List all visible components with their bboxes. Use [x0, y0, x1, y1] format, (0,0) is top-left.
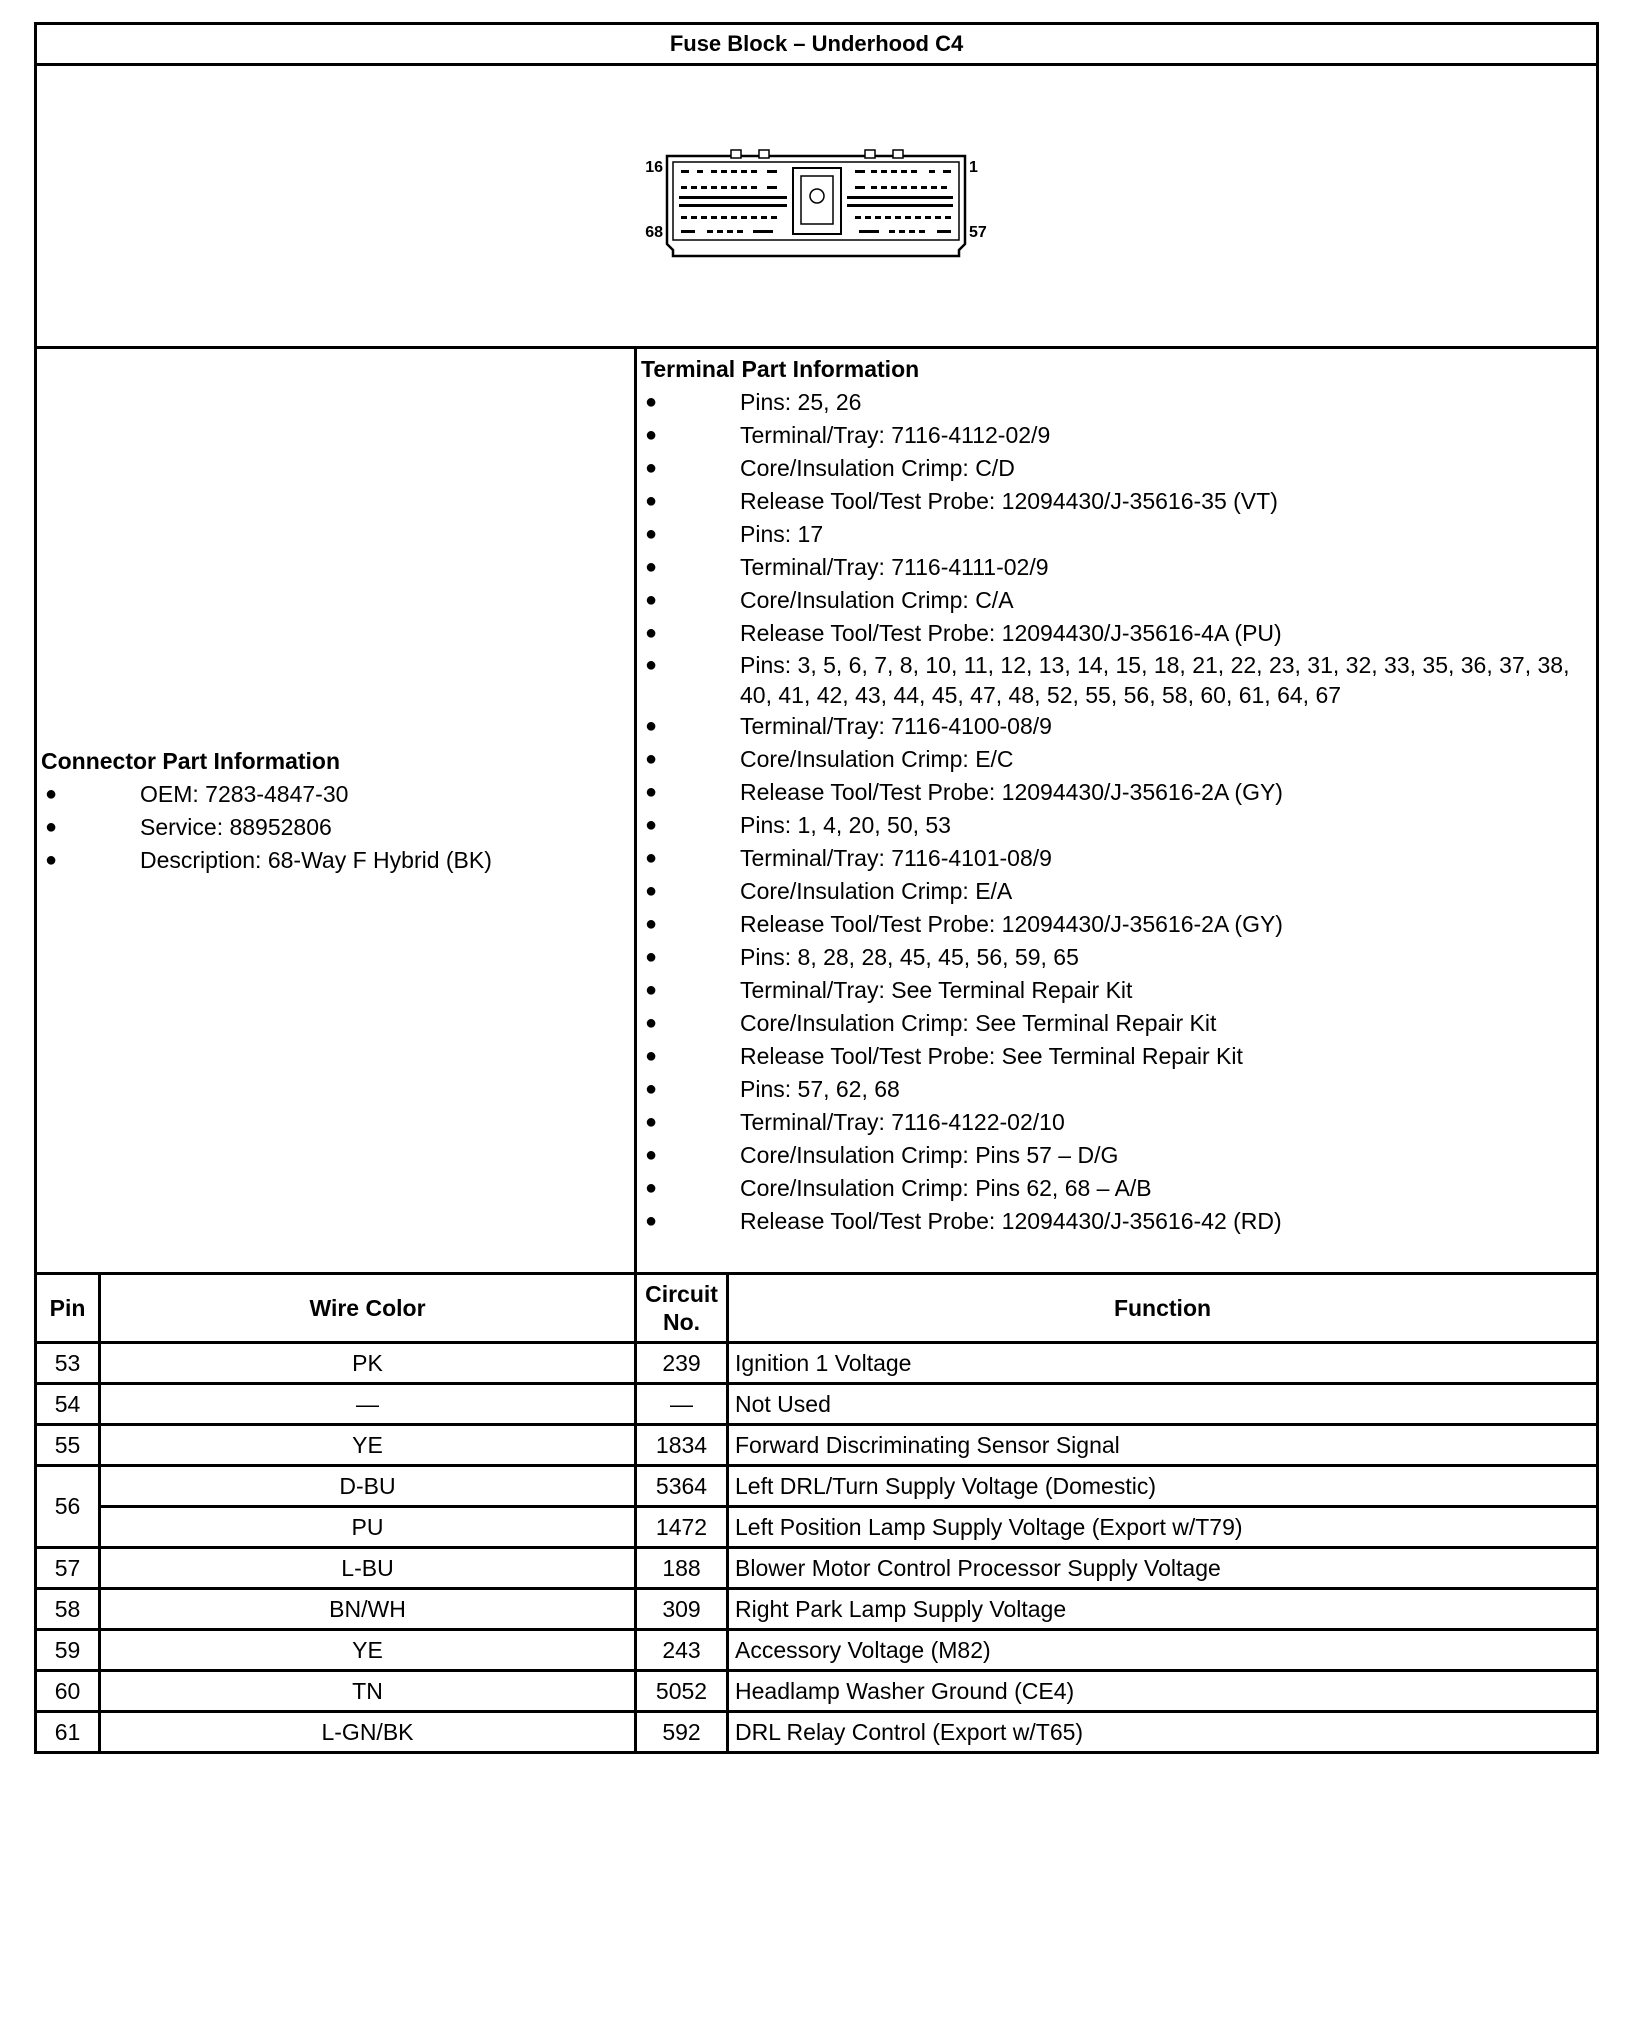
- table-row: 61 L-GN/BK 592 DRL Relay Control (Export w/T65): [36, 1712, 1598, 1753]
- list-item: ● Pins: 3, 5, 6, 7, 8, 10, 11, 12, 13, 14, 15, 18, 21, 22, 23, 31, 32, 33, 35, 36, 37, 38, 40, 41, 42, 43, 44, 45, 47, 48, 52, 55, 56, 58, 60, 61, 64, 67: [644, 652, 1570, 708]
- list-item: ● Terminal/Tray: 7116-4100-08/9: [644, 713, 1052, 739]
- terminal-group: [641, 650, 1596, 809]
- table-row: 58 BN/WH 309 Right Park Lamp Supply Voltage: [36, 1589, 1598, 1630]
- table-row: 57 L-BU 188 Blower Motor Control Processor Supply Voltage: [36, 1548, 1598, 1589]
- connector-info-heading: Connector Part Information: [41, 747, 341, 774]
- pin-label-16: 16: [644, 158, 663, 176]
- list-item: ● Service: 88952806: [44, 813, 332, 840]
- header-circuit: Circuit No.: [636, 1274, 728, 1343]
- terminal-group: [641, 809, 1596, 941]
- table-row: PU 1472 Left Position Lamp Supply Voltage (Export w/T79): [36, 1507, 1598, 1548]
- list-item: ● Core/Insulation Crimp: Pins 62, 68 – A/B: [644, 1175, 1152, 1201]
- terminal-group: [641, 1073, 1596, 1238]
- list-item: ● Terminal/Tray: 7116-4101-08/9: [644, 845, 1052, 871]
- terminal-group: [641, 386, 1596, 518]
- table-row: 56 D-BU 5364 Left DRL/Turn Supply Voltage (Domestic): [36, 1466, 1598, 1507]
- list-item: ● Terminal/Tray: 7116-4112-02/9: [644, 422, 1051, 448]
- pin-label-57: 57: [968, 223, 987, 241]
- page-title: Fuse Block – Underhood C4: [36, 24, 1598, 65]
- header-wire-color: Wire Color: [100, 1274, 636, 1343]
- list-item: ● Terminal/Tray: 7116-4111-02/9: [644, 554, 1049, 580]
- list-item: ● Pins: 25, 26: [644, 389, 862, 415]
- connector-diagram: [36, 65, 1598, 348]
- list-item: ● Core/Insulation Crimp: C/D: [644, 455, 1015, 481]
- list-item: ● OEM: 7283-4847-30: [44, 780, 349, 807]
- list-item: ● Core/Insulation Crimp: Pins 57 – D/G: [644, 1142, 1119, 1168]
- list-item: ● Core/Insulation Crimp: E/A: [644, 878, 1013, 904]
- table-row: 53 PK 239 Ignition 1 Voltage: [36, 1343, 1598, 1384]
- list-item: ● Release Tool/Test Probe: 12094430/J-35616-4A (PU): [644, 620, 1282, 646]
- list-item: ● Release Tool/Test Probe: 12094430/J-35616-2A (GY): [644, 911, 1283, 937]
- header-pin: Pin: [36, 1274, 100, 1343]
- list-item: ● Core/Insulation Crimp: C/A: [644, 587, 1014, 613]
- terminal-part-info: [636, 348, 1598, 1274]
- list-item: ● Core/Insulation Crimp: E/C: [644, 746, 1014, 772]
- terminal-info-heading: Terminal Part Information: [641, 356, 920, 382]
- connector-part-info: [36, 348, 636, 1274]
- list-item: ● Release Tool/Test Probe: See Terminal Repair Kit: [644, 1043, 1243, 1069]
- list-item: ● Pins: 17: [644, 521, 824, 547]
- connector-face-drawing: [607, 134, 1027, 274]
- table-row: 55 YE 1834 Forward Discriminating Sensor Signal: [36, 1425, 1598, 1466]
- list-item: ● Terminal/Tray: 7116-4122-02/10: [644, 1109, 1065, 1135]
- connector-sheet: [34, 22, 1596, 1754]
- pin-label-68: 68: [644, 223, 663, 241]
- pin-table-header: [36, 1274, 1598, 1343]
- list-item: ● Terminal/Tray: See Terminal Repair Kit: [644, 977, 1133, 1003]
- list-item: ● Core/Insulation Crimp: See Terminal Repair Kit: [644, 1010, 1217, 1036]
- list-item: ● Release Tool/Test Probe: 12094430/J-35616-35 (VT): [644, 488, 1278, 514]
- terminal-group: [641, 941, 1596, 1073]
- list-item: ● Pins: 1, 4, 20, 50, 53: [644, 812, 951, 838]
- list-item: ● Description: 68-Way F Hybrid (BK): [44, 846, 492, 873]
- connector-table: [34, 22, 1599, 1754]
- terminal-group: [641, 518, 1596, 650]
- list-item: ● Pins: 57, 62, 68: [644, 1076, 900, 1102]
- pin-label-1: 1: [968, 158, 978, 176]
- list-item: ● Release Tool/Test Probe: 12094430/J-35616-2A (GY): [644, 779, 1283, 805]
- list-item: ● Pins: 8, 28, 28, 45, 45, 56, 59, 65: [644, 944, 1079, 970]
- table-row: 60 TN 5052 Headlamp Washer Ground (CE4): [36, 1671, 1598, 1712]
- list-item: ● Release Tool/Test Probe: 12094430/J-35616-42 (RD): [644, 1208, 1282, 1234]
- header-function: Function: [728, 1274, 1598, 1343]
- table-row: 54 — — Not Used: [36, 1384, 1598, 1425]
- connector-info-list: [41, 778, 634, 877]
- table-row: 59 YE 243 Accessory Voltage (M82): [36, 1630, 1598, 1671]
